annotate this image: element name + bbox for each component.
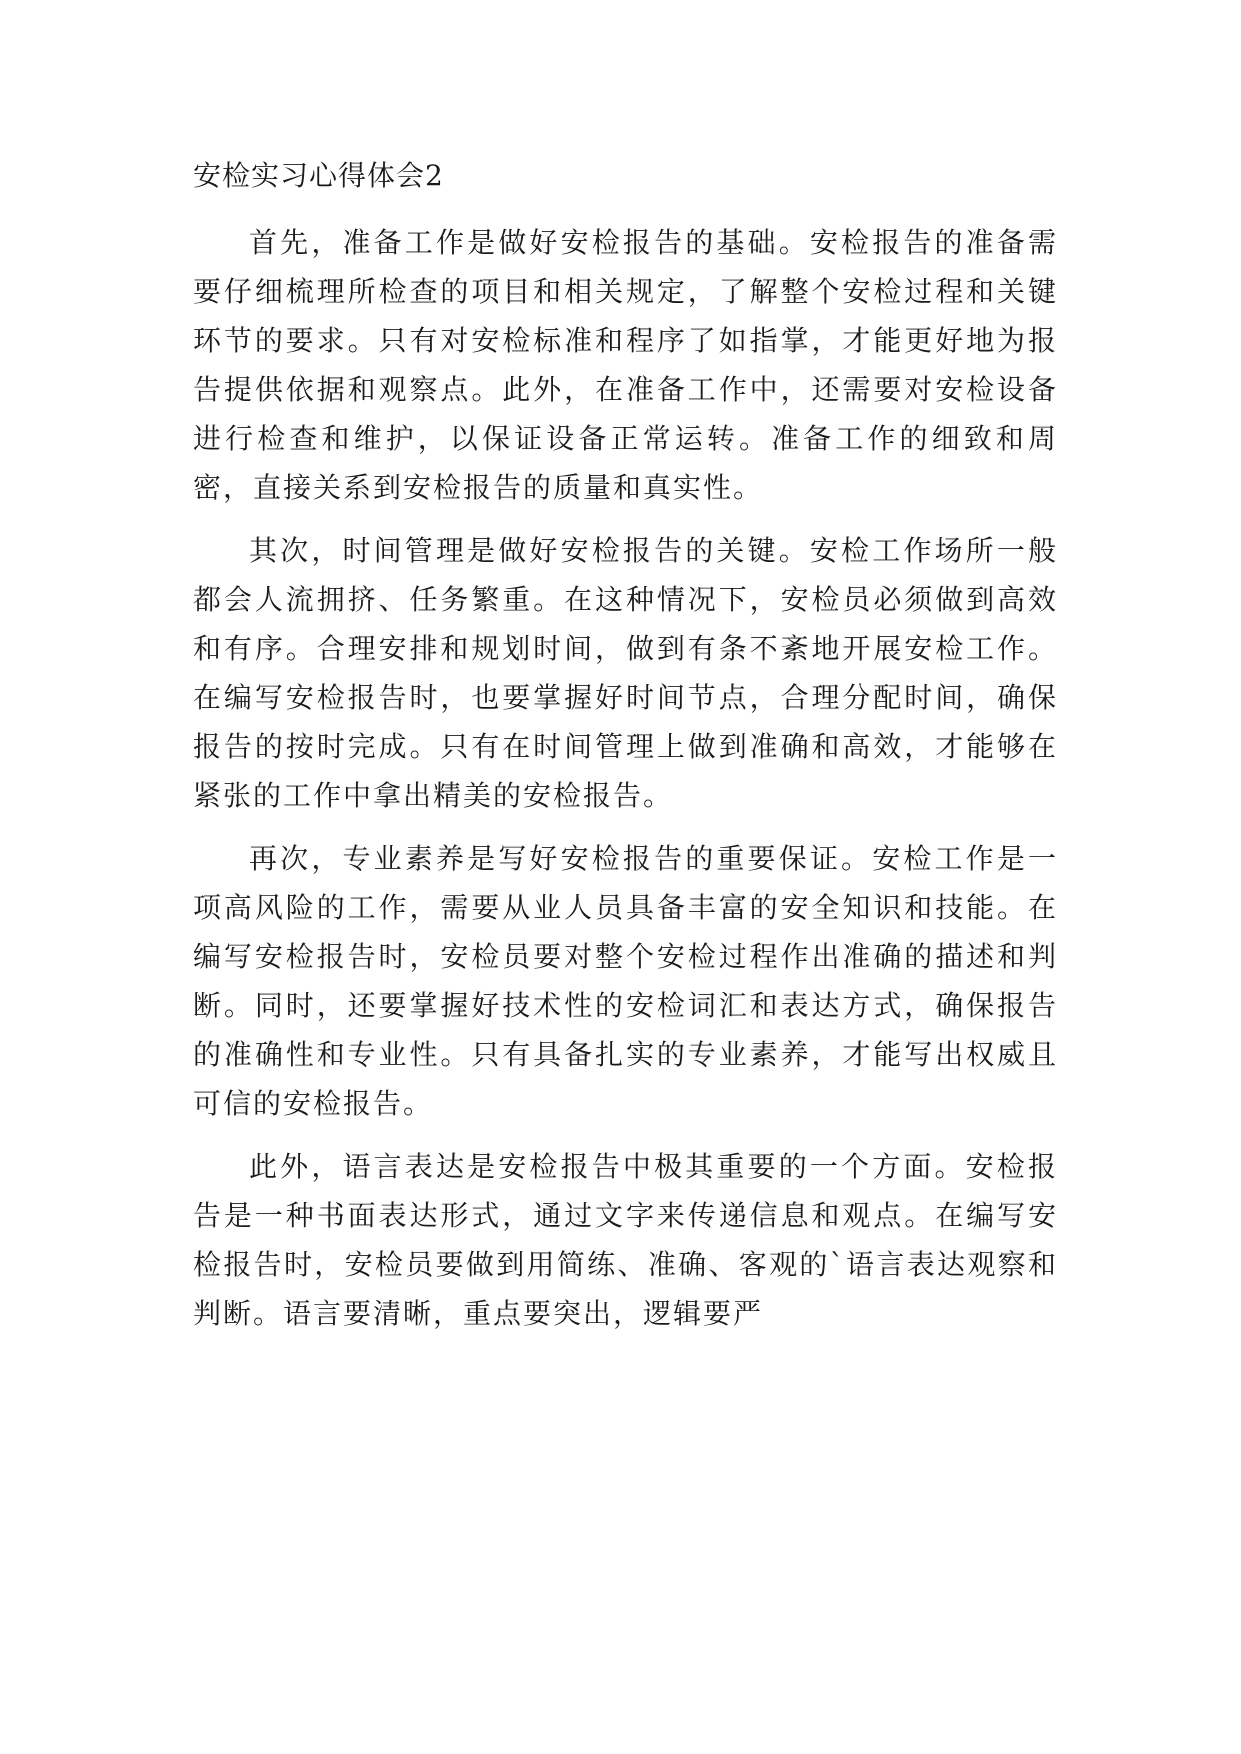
document-body bbox=[193, 157, 1058, 1338]
paragraph-preparation: 首先，准备工作是做好安检报告的基础。安检报告的准备需要仔细梳理所检查的项目和相关规定，了解整个安检过程和关键环节的要求。只有对安检标准和程序了如指掌，才能更好地为报告提供依据和观察点。此外，在准备工作中，还需要对安检设备进行检查和维护，以保证设备正常运转。准备工作的细致和周密，直接关系到安检报告的质量和真实性。 bbox=[193, 226, 1058, 504]
paragraph-time-management: 其次，时间管理是做好安检报告的关键。安检工作场所一般都会人流拥挤、任务繁重。在这种情况下，安检员必须做到高效和有序。合理安排和规划时间，做到有条不紊地开展安检工作。在编写安检报告时，也要掌握好时间节点，合理分配时间，确保报告的按时完成。只有在时间管理上做到准确和高效，才能够在紧张的工作中拿出精美的安检报告。 bbox=[193, 534, 1058, 812]
paragraph-language-expression: 此外，语言表达是安检报告中极其重要的一个方面。安检报告是一种书面表达形式，通过文字来传递信息和观点。在编写安检报告时，安检员要做到用简练、准确、客观的`语言表达观察和判断。语言要清晰，重点要突出，逻辑要严 bbox=[193, 1150, 1058, 1330]
paragraph-professionalism: 再次，专业素养是写好安检报告的重要保证。安检工作是一项高风险的工作，需要从业人员具备丰富的安全知识和技能。在编写安检报告时，安检员要对整个安检过程作出准确的描述和判断。同时，还要掌握好技术性的安检词汇和表达方式，确保报告的准确性和专业性。只有具备扎实的专业素养，才能写出权威且可信的安检报告。 bbox=[193, 842, 1058, 1120]
document-title: 安检实习心得体会2 bbox=[193, 159, 444, 192]
